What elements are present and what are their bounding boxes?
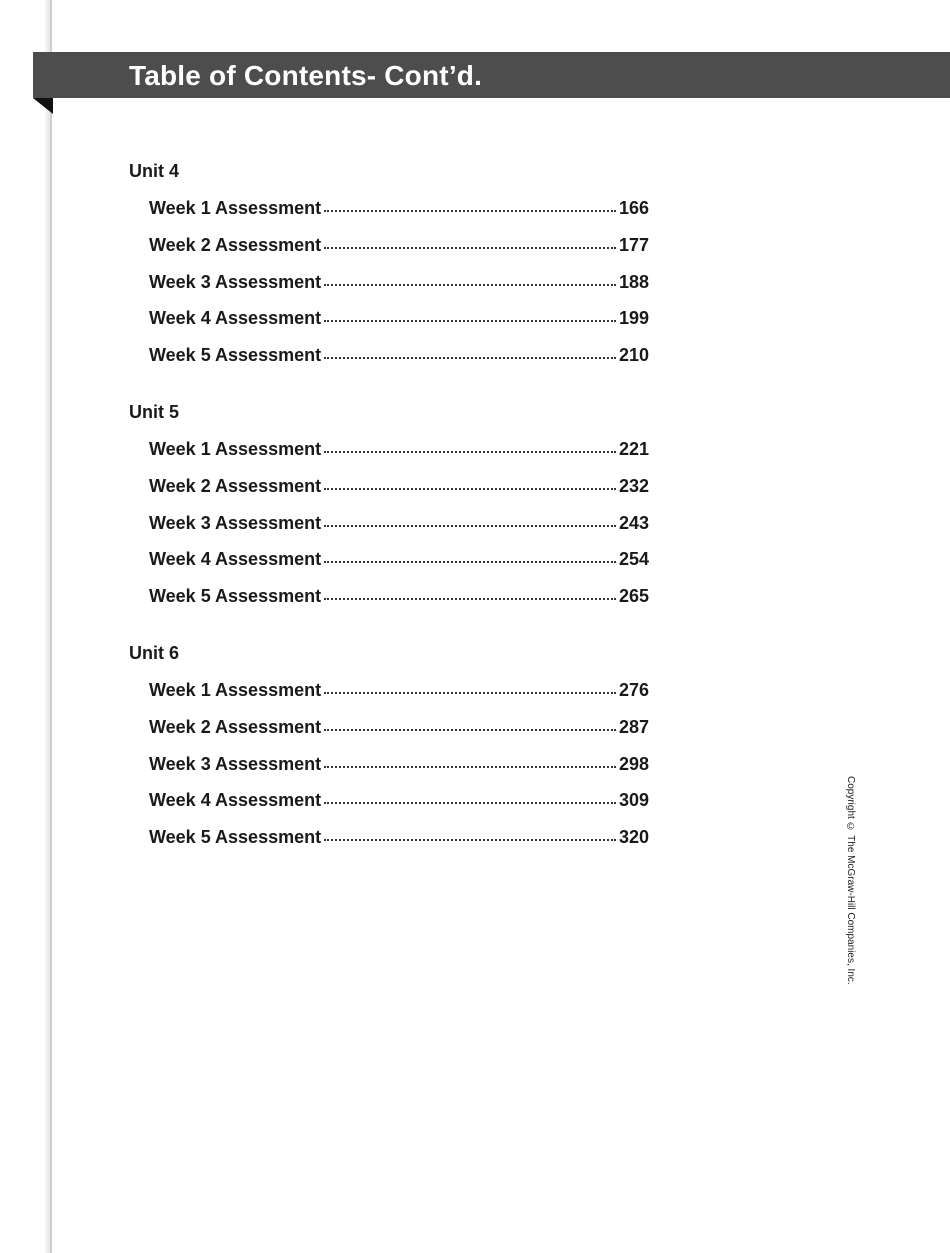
toc-entry-label: Week 5 Assessment <box>149 827 322 848</box>
unit-section <box>129 639 649 860</box>
toc-entry-label: Week 5 Assessment <box>149 586 322 607</box>
toc-entry-page: 243 <box>618 512 649 533</box>
unit-title: Unit 6 <box>129 642 180 663</box>
toc-entry-page: 221 <box>618 438 649 459</box>
toc-entry-page: 254 <box>618 549 649 570</box>
toc-entry-page: 177 <box>618 234 649 255</box>
toc-entry[interactable] <box>149 304 649 341</box>
dot-leader <box>324 728 616 731</box>
dot-leader <box>324 524 616 527</box>
page-title: Table of Contents- Cont’d. <box>129 60 483 91</box>
toc-entry-label: Week 3 Assessment <box>149 512 322 533</box>
dot-leader <box>324 838 616 841</box>
toc-entry-label: Week 4 Assessment <box>149 790 322 811</box>
toc-entry-page: 276 <box>618 679 649 700</box>
dot-leader <box>324 209 616 212</box>
toc-entry[interactable] <box>149 545 649 582</box>
toc-entry-page: 287 <box>618 716 649 737</box>
dot-leader <box>324 450 616 453</box>
dot-leader <box>324 765 616 768</box>
toc-entry-page: 188 <box>618 271 649 292</box>
toc-entry[interactable] <box>149 268 649 305</box>
toc-entry-label: Week 1 Assessment <box>149 679 322 700</box>
unit-title: Unit 4 <box>129 161 180 181</box>
toc-entry[interactable] <box>149 582 649 619</box>
toc-entry-label: Week 1 Assessment <box>149 198 322 218</box>
toc-entry[interactable] <box>149 676 649 713</box>
toc-entry-label: Week 2 Assessment <box>149 716 322 737</box>
toc-entry-page: 232 <box>618 475 649 496</box>
dot-leader <box>324 560 616 563</box>
toc-entry[interactable] <box>149 713 649 750</box>
toc-entry-label: Week 5 Assessment <box>149 345 322 366</box>
table-of-contents <box>129 157 649 880</box>
toc-entry-label: Week 2 Assessment <box>149 475 322 496</box>
dot-leader <box>324 319 616 322</box>
toc-entry[interactable] <box>149 194 649 231</box>
toc-entry[interactable] <box>149 786 649 823</box>
toc-entry-label: Week 4 Assessment <box>149 549 322 570</box>
toc-entry-label: Week 2 Assessment <box>149 234 322 255</box>
copyright-notice: Copyright © The McGraw-Hill Companies, Inc. <box>845 776 856 985</box>
toc-entry[interactable] <box>149 823 649 860</box>
title-bar-fold <box>33 98 53 114</box>
dot-leader <box>324 356 616 359</box>
toc-entry-page: 166 <box>618 198 649 218</box>
toc-entry[interactable] <box>149 472 649 509</box>
toc-entry-page: 199 <box>618 308 649 329</box>
unit-section <box>129 157 649 378</box>
dot-leader <box>324 487 616 490</box>
page-edge <box>0 0 52 1253</box>
dot-leader <box>324 246 616 249</box>
toc-entry-page: 298 <box>618 753 649 774</box>
dot-leader <box>324 283 616 286</box>
toc-entry[interactable] <box>149 435 649 472</box>
dot-leader <box>324 801 616 804</box>
toc-entry-page: 265 <box>618 586 649 607</box>
toc-entry-label: Week 4 Assessment <box>149 308 322 329</box>
toc-entry-label: Week 3 Assessment <box>149 753 322 774</box>
toc-entry[interactable] <box>149 750 649 787</box>
unit-section <box>129 398 649 619</box>
toc-entry-label: Week 1 Assessment <box>149 438 322 459</box>
unit-title: Unit 5 <box>129 401 180 422</box>
dot-leader <box>324 597 616 600</box>
toc-entry[interactable] <box>149 231 649 268</box>
toc-entry-label: Week 3 Assessment <box>149 271 322 292</box>
toc-entry-page: 320 <box>618 827 649 848</box>
toc-entry-page: 309 <box>618 790 649 811</box>
toc-entry-page: 210 <box>618 345 649 366</box>
dot-leader <box>324 691 616 694</box>
toc-entry[interactable] <box>149 341 649 378</box>
toc-entry[interactable] <box>149 509 649 546</box>
